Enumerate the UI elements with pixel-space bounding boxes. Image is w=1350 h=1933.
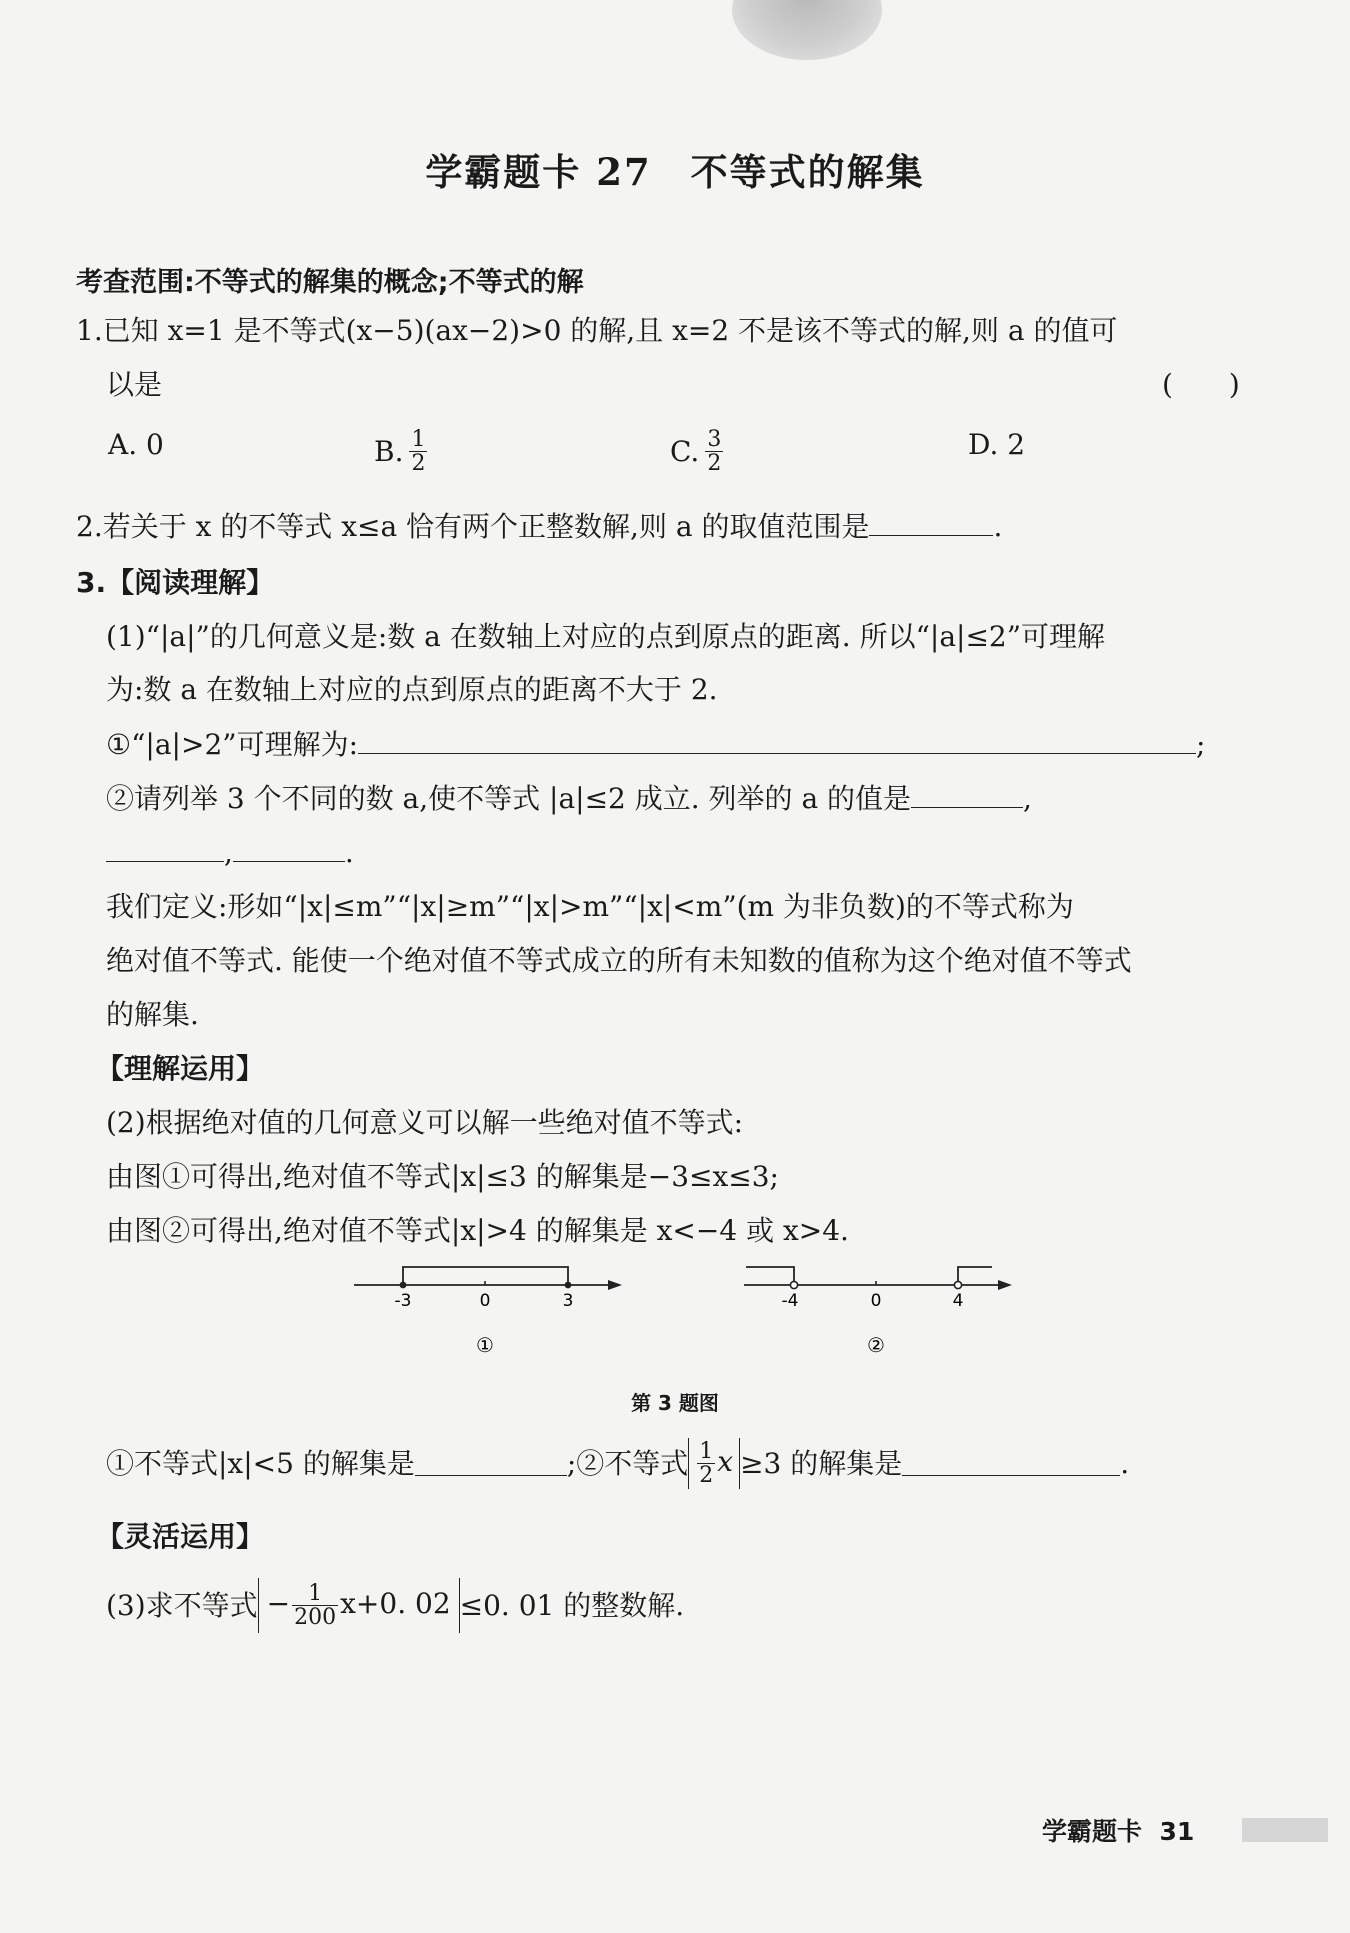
q3-heading3: 【灵活运用】 (96, 1520, 265, 1553)
fraction: $\frac{1}{2}$ (411, 427, 426, 477)
open-endpoint (954, 1281, 961, 1288)
q3-def-line2: 绝对值不等式. 能使一个绝对值不等式成立的所有未知数的值称为这个绝对值不等式 (106, 944, 1132, 977)
arrow-head (998, 1280, 1012, 1290)
q3-p2-questions: ①不等式|x|<5 的解集是 ;②不等式 $\frac{1}{2}$ x ≥3 的解集是 . (106, 1439, 1130, 1489)
fraction: $\frac{1}{2}$ (699, 1439, 714, 1489)
q3-heading2: 【理解运用】 (96, 1052, 265, 1085)
q3-def-line1: 我们定义:形如“|x|≤m”“|x|≥m”“|x|>m”“|x|<m”(m 为非负数)的不等式称为 (106, 890, 1074, 923)
q1-line2: 以是 (106, 368, 163, 401)
q3-p2-line3: 由图②可得出,绝对值不等式|x|>4 的解集是 x<−4 或 x>4. (106, 1214, 849, 1247)
q3-sub2: ②请列举 3 个不同的数 a,使不等式 |a|≤2 成立. 列举的 a 的值是 , (106, 782, 1032, 815)
closed-endpoint (400, 1282, 407, 1289)
q3-sub1: ①“|a|>2”可理解为: ; (106, 728, 1206, 761)
q1-option-b: B. $\frac{1}{2}$ (374, 427, 426, 477)
answer-blank[interactable] (106, 837, 224, 862)
tick-label: 3 (562, 1291, 574, 1311)
page-footer: 学霸题卡 31 (1042, 1817, 1195, 1846)
absolute-value: − $\frac{1}{200}$ x+0. 02 (258, 1578, 460, 1633)
q3-p1-line2: 为:数 a 在数轴上对应的点到原点的距离不大于 2. (106, 673, 718, 706)
answer-blank[interactable] (911, 783, 1023, 808)
q2-line: 2.若关于 x 的不等式 x≤a 恰有两个正整数解,则 a 的取值范围是 . (76, 510, 1003, 543)
q1-option-c: C. $\frac{3}{2}$ (670, 427, 722, 477)
fraction: $\frac{1}{200}$ (294, 1581, 337, 1631)
figure-label: ① (476, 1333, 494, 1357)
open-endpoint (790, 1281, 797, 1288)
answer-blank[interactable] (233, 837, 345, 862)
solution-bracket-left (746, 1267, 794, 1285)
tick-label: -4 (781, 1291, 799, 1311)
scope-line: 考查范围:不等式的解集的概念;不等式的解 (76, 267, 584, 298)
q1-option-a: A. 0 (108, 428, 164, 461)
q1-answer-paren: ( ) (1162, 368, 1240, 401)
q3-heading: 3.【阅读理解】 (76, 566, 275, 599)
fraction: $\frac{3}{2}$ (707, 427, 722, 477)
number-line-figure-1 (350, 1260, 630, 1360)
tick-label: 4 (952, 1291, 964, 1311)
answer-blank[interactable] (869, 511, 993, 536)
q1-option-d: D. 2 (968, 428, 1026, 461)
number-line-figure-2 (740, 1260, 1020, 1360)
q3-def-line3: 的解集. (106, 998, 199, 1031)
arrow-head (608, 1280, 622, 1290)
answer-blank[interactable] (358, 729, 1196, 754)
q3-p1-line1: (1)“|a|”的几何意义是:数 a 在数轴上对应的点到原点的距离. 所以“|a|≤2”可理解 (106, 620, 1106, 653)
q3-p2-line2: 由图①可得出,绝对值不等式|x|≤3 的解集是−3≤x≤3; (106, 1160, 779, 1193)
answer-blank[interactable] (415, 1451, 567, 1476)
q3-p3-line: (3)求不等式 − $\frac{1}{200}$ x+0. 02 ≤0. 01 的整数解. (106, 1578, 684, 1633)
tick-label: -3 (394, 1291, 412, 1311)
page-number: 31 (1159, 1817, 1195, 1846)
tick-label: 0 (870, 1291, 882, 1311)
figure-caption: 第 3 题图 (631, 1391, 719, 1415)
page-title: 学霸题卡 27 不等式的解集 (425, 150, 925, 194)
q1-line1: 1.已知 x=1 是不等式(x−5)(ax−2)>0 的解,且 x=2 不是该不等式的解,则 a 的值可 (76, 314, 1118, 347)
footer-bar (1242, 1818, 1328, 1842)
q3-sub2-cont: , . (106, 836, 354, 870)
solution-bracket-right (958, 1267, 992, 1285)
figure-label: ② (867, 1333, 885, 1357)
answer-blank[interactable] (902, 1451, 1120, 1476)
closed-endpoint (565, 1282, 572, 1289)
q3-p2-line1: (2)根据绝对值的几何意义可以解一些绝对值不等式: (106, 1106, 744, 1139)
tick-label: 0 (479, 1291, 491, 1311)
scan-shadow (732, 0, 882, 60)
absolute-value: $\frac{1}{2}$ x (688, 1438, 740, 1489)
